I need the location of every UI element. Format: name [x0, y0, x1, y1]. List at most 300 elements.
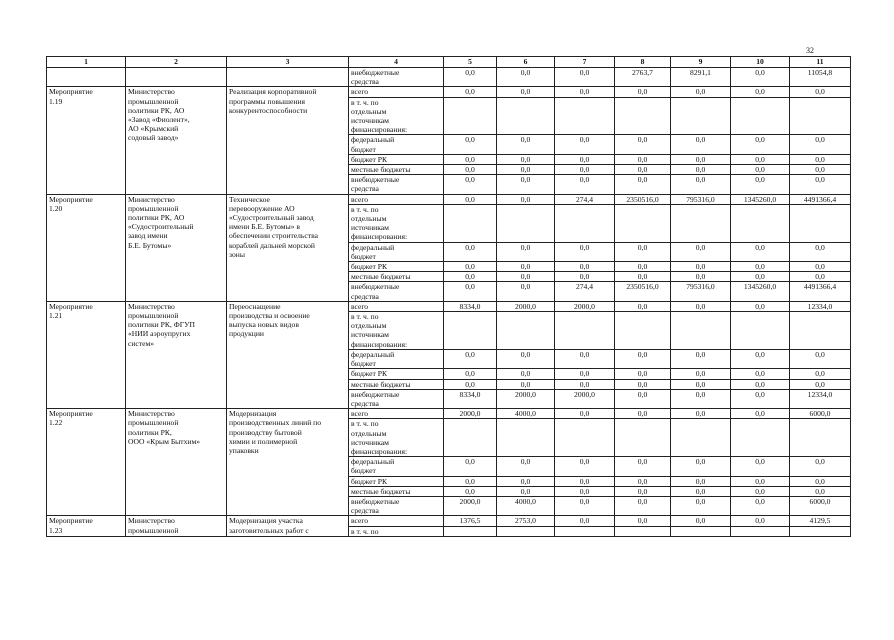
cell-col-11: 4491366,4: [790, 282, 851, 301]
cell-col-5: 0,0: [444, 476, 497, 486]
header-col-10: 10: [731, 57, 790, 68]
cell-col-11: 11054,8: [790, 68, 851, 87]
table-row: [47, 301, 851, 311]
cell-col-10: 0,0: [731, 87, 790, 97]
cell-col-11: [790, 312, 851, 350]
measure-id-cell-line: Мероприятие: [49, 301, 93, 311]
cell-col-9: [671, 204, 731, 242]
cell-col-5: 2000,0: [444, 409, 497, 419]
cell-col-8: 0,0: [615, 379, 671, 389]
cell-col-7: 0,0: [555, 154, 615, 164]
funding-type-cell-line: бюджет: [351, 466, 376, 476]
measure-description-cell-line: обеспечении строительства: [229, 231, 318, 241]
cell-col-11: 4129,5: [790, 516, 851, 526]
funding-type-cell: [349, 312, 444, 350]
funding-type-cell: [349, 476, 444, 486]
cell-col-9: 0,0: [671, 135, 731, 154]
funding-type-cell-line: местные бюджеты: [351, 486, 411, 496]
cell-col-9: 0,0: [671, 457, 731, 476]
cell-col-10: 0,0: [731, 175, 790, 194]
funding-type-cell: [349, 272, 444, 282]
responsible-org-cell-line: Министерство: [128, 516, 175, 526]
cell-col-8: 0,0: [615, 154, 671, 164]
cell-col-6: [497, 204, 555, 242]
cell-col-10: 0,0: [731, 379, 790, 389]
funding-type-cell-line: финансирования:: [351, 232, 408, 242]
cell-col-8: 0,0: [615, 486, 671, 496]
cell-col-8: 0,0: [615, 457, 671, 476]
cell-col-7: 0,0: [555, 242, 615, 261]
responsible-org-cell: [126, 87, 227, 194]
funding-type-cell-line: местные бюджеты: [351, 272, 411, 282]
funding-type-cell-line: в т. ч. по: [351, 312, 379, 322]
cell-col-5: 0,0: [444, 175, 497, 194]
funding-type-cell-line: в т. ч. по: [351, 97, 379, 107]
responsible-org-cell-line: промышленной: [128, 203, 179, 213]
cell-col-8: [615, 204, 671, 242]
cell-col-5: 0,0: [444, 457, 497, 476]
cell-col-10: [731, 526, 790, 536]
cell-col-7: [555, 419, 615, 457]
funding-type-cell-line: всего: [351, 301, 369, 311]
cell-col-6: 0,0: [497, 87, 555, 97]
cell-col-9: [671, 526, 731, 536]
funding-type-cell: [349, 409, 444, 419]
measure-description-cell-line: химии и полимерной: [229, 436, 298, 446]
measure-description-cell-line: перевооружение АО: [229, 203, 295, 213]
funding-type-cell-line: источникам: [351, 437, 389, 447]
cell-col-9: 0,0: [671, 369, 731, 379]
cell-col-5: [444, 204, 497, 242]
cell-col-6: 0,0: [497, 175, 555, 194]
cell-col-7: 2000,0: [555, 301, 615, 311]
header-col-6: 6: [497, 57, 555, 68]
responsible-org-cell-line: промышленной: [128, 418, 179, 428]
cell-col-11: 0,0: [790, 135, 851, 154]
funding-type-cell: [349, 516, 444, 526]
cell-col-8: [615, 526, 671, 536]
cell-col-8: 0,0: [615, 349, 671, 368]
cell-col-10: 0,0: [731, 301, 790, 311]
responsible-org-cell-line: политики РК, АО: [128, 105, 185, 115]
cell-col-5: [444, 97, 497, 135]
cell-col-10: 0,0: [731, 516, 790, 526]
cell-col-5: [444, 312, 497, 350]
cell-col-9: 795316,0: [671, 282, 731, 301]
measure-description-cell-line: упаковки: [229, 445, 259, 455]
cell-col-7: [555, 204, 615, 242]
funding-type-cell-line: в т. ч. по: [351, 526, 379, 536]
funding-type-cell-line: местные бюджеты: [351, 379, 411, 389]
measure-description-cell: [227, 409, 349, 516]
cell-col-6: 0,0: [497, 194, 555, 204]
funding-type-cell-line: бюджет: [351, 144, 376, 154]
funding-type-cell: [349, 262, 444, 272]
cell-col-11: 6000,0: [790, 496, 851, 515]
cell-col-7: 0,0: [555, 175, 615, 194]
funding-type-cell-line: средства: [351, 506, 379, 516]
cell-col-5: 1376,5: [444, 516, 497, 526]
cell-col-7: 0,0: [555, 262, 615, 272]
measure-id-cell: [47, 409, 126, 516]
funding-type-cell-line: в т. ч. по: [351, 204, 379, 214]
responsible-org-cell: [126, 194, 227, 301]
cell-col-10: 1345260,0: [731, 194, 790, 204]
cell-col-11: 0,0: [790, 379, 851, 389]
cell-col-10: 0,0: [731, 68, 790, 87]
cell-col-7: 0,0: [555, 457, 615, 476]
funding-type-cell-line: отдельным: [351, 321, 387, 331]
cell-col-11: [790, 204, 851, 242]
funding-type-cell-line: федеральный: [351, 457, 395, 467]
cell-col-9: 0,0: [671, 476, 731, 486]
cell-col-11: 4491366,4: [790, 194, 851, 204]
header-col-5: 5: [444, 57, 497, 68]
table-row: [47, 516, 851, 526]
cell-col-6: [497, 312, 555, 350]
cell-col-9: 795316,0: [671, 194, 731, 204]
cell-col-11: 0,0: [790, 262, 851, 272]
measure-description-cell-line: заготовительных работ с: [229, 525, 309, 535]
cell-col-6: 0,0: [497, 486, 555, 496]
funding-type-cell: [349, 496, 444, 515]
funding-type-cell: [349, 194, 444, 204]
funding-type-cell-line: бюджет: [351, 359, 376, 369]
cell-col-8: [615, 419, 671, 457]
funding-type-cell-line: финансирования:: [351, 339, 408, 349]
funding-type-cell-line: внебюджетные: [351, 496, 400, 506]
cell-col-7: 0,0: [555, 369, 615, 379]
cell-col-7: 0,0: [555, 135, 615, 154]
funding-type-cell: [349, 175, 444, 194]
measure-description-cell-line: Модернизация участка: [229, 516, 303, 526]
responsible-org-cell-line: Б.Е. Бутомы»: [128, 240, 172, 250]
cell-col-5: [444, 419, 497, 457]
funding-type-cell: [349, 301, 444, 311]
cell-col-8: 0,0: [615, 165, 671, 175]
cell-col-10: 0,0: [731, 165, 790, 175]
cell-col-6: [497, 419, 555, 457]
cell-col-6: 4000,0: [497, 409, 555, 419]
cell-col-10: 0,0: [731, 409, 790, 419]
funding-type-cell: [349, 154, 444, 164]
funding-type-cell: [349, 526, 444, 536]
cell-col-10: 0,0: [731, 242, 790, 261]
funding-type-cell: [349, 282, 444, 301]
header-col-8: 8: [615, 57, 671, 68]
cell-col-11: 0,0: [790, 175, 851, 194]
header-col-3: 3: [227, 57, 349, 68]
cell-col-11: 0,0: [790, 154, 851, 164]
header-col-1: 1: [47, 57, 126, 68]
empty-id-cell: [47, 68, 126, 87]
measure-description-cell-line: производственных линий по: [229, 418, 322, 428]
cell-col-5: 0,0: [444, 272, 497, 282]
cell-col-8: 0,0: [615, 262, 671, 272]
cell-col-10: 1345260,0: [731, 282, 790, 301]
header-col-4: 4: [349, 57, 444, 68]
cell-col-10: [731, 312, 790, 350]
cell-col-8: 0,0: [615, 496, 671, 515]
cell-col-6: 0,0: [497, 282, 555, 301]
responsible-org-cell-line: Министерство: [128, 194, 175, 204]
measure-description-cell-line: кораблей дальней морской: [229, 240, 315, 250]
cell-col-6: 0,0: [497, 262, 555, 272]
cell-col-10: 0,0: [731, 389, 790, 408]
cell-col-8: 0,0: [615, 242, 671, 261]
cell-col-9: 0,0: [671, 87, 731, 97]
funding-type-cell-line: всего: [351, 194, 369, 204]
cell-col-9: 0,0: [671, 175, 731, 194]
cell-col-8: 2350516,0: [615, 282, 671, 301]
measure-description-cell-line: имени Б.Е. Бутомы» в: [229, 222, 300, 232]
empty-desc-cell: [227, 68, 349, 87]
cell-col-9: 0,0: [671, 301, 731, 311]
measure-description-cell-line: продукции: [229, 329, 264, 339]
header-col-11: 11: [790, 57, 851, 68]
measure-id-cell-line: 1.19: [49, 96, 63, 106]
cell-col-9: 0,0: [671, 272, 731, 282]
funding-type-cell: [349, 419, 444, 457]
measure-description-cell: [227, 301, 349, 408]
funding-type-cell: [349, 68, 444, 87]
responsible-org-cell-line: политики РК,: [128, 427, 172, 437]
cell-col-7: 0,0: [555, 409, 615, 419]
cell-col-6: 0,0: [497, 154, 555, 164]
responsible-org-cell: [126, 516, 227, 536]
funding-type-cell-line: источникам: [351, 223, 389, 233]
cell-col-9: [671, 312, 731, 350]
measure-description-cell-line: Модернизация: [229, 409, 277, 419]
cell-col-7: 0,0: [555, 87, 615, 97]
financing-table: [46, 56, 851, 537]
measure-description-cell-line: производству бытовой: [229, 427, 302, 437]
measure-id-cell-line: 1.20: [49, 203, 63, 213]
cell-col-7: 0,0: [555, 496, 615, 515]
cell-col-9: 0,0: [671, 486, 731, 496]
cell-col-5: 0,0: [444, 194, 497, 204]
cell-col-10: 0,0: [731, 496, 790, 515]
cell-col-6: 0,0: [497, 135, 555, 154]
cell-col-5: 8334,0: [444, 301, 497, 311]
cell-col-11: 0,0: [790, 369, 851, 379]
empty-org-cell: [126, 68, 227, 87]
cell-col-8: 0,0: [615, 476, 671, 486]
cell-col-10: 0,0: [731, 457, 790, 476]
cell-col-5: 0,0: [444, 486, 497, 496]
cell-col-11: 0,0: [790, 272, 851, 282]
funding-type-cell: [349, 379, 444, 389]
cell-col-5: 0,0: [444, 379, 497, 389]
responsible-org-cell-line: Министерство: [128, 301, 175, 311]
funding-type-cell: [349, 389, 444, 408]
cell-col-6: 0,0: [497, 165, 555, 175]
measure-id-cell-line: Мероприятие: [49, 516, 93, 526]
funding-type-cell-line: федеральный: [351, 135, 395, 145]
cell-col-11: 0,0: [790, 476, 851, 486]
cell-col-8: 0,0: [615, 409, 671, 419]
responsible-org-cell-line: промышленной: [128, 311, 179, 321]
cell-col-9: 0,0: [671, 154, 731, 164]
measure-id-cell: [47, 301, 126, 408]
cell-col-5: 0,0: [444, 262, 497, 272]
cell-col-5: 8334,0: [444, 389, 497, 408]
header-col-2: 2: [126, 57, 227, 68]
measure-id-cell: [47, 194, 126, 301]
funding-type-cell: [349, 204, 444, 242]
responsible-org-cell-line: ООО «Крым Бытхим»: [128, 436, 201, 446]
funding-type-cell-line: бюджет: [351, 251, 376, 261]
cell-col-11: 12334,0: [790, 389, 851, 408]
cell-col-10: 0,0: [731, 349, 790, 368]
funding-type-cell-line: бюджет РК: [351, 369, 388, 379]
cell-col-8: 2350516,0: [615, 194, 671, 204]
cell-col-8: 0,0: [615, 369, 671, 379]
measure-description-cell: [227, 194, 349, 301]
measure-description-cell-line: зоны: [229, 249, 245, 259]
cell-col-9: 0,0: [671, 496, 731, 515]
funding-type-cell-line: внебюджетные: [351, 282, 400, 292]
funding-type-cell-line: отдельным: [351, 106, 387, 116]
funding-type-cell-line: всего: [351, 409, 369, 419]
cell-col-11: 12334,0: [790, 301, 851, 311]
cell-col-10: 0,0: [731, 272, 790, 282]
cell-col-11: 0,0: [790, 486, 851, 496]
cell-col-7: 0,0: [555, 516, 615, 526]
cell-col-5: 0,0: [444, 349, 497, 368]
funding-type-cell-line: средства: [351, 398, 379, 408]
cell-col-7: 2000,0: [555, 389, 615, 408]
cell-col-6: 0,0: [497, 349, 555, 368]
cell-col-11: [790, 97, 851, 135]
cell-col-6: 0,0: [497, 457, 555, 476]
responsible-org-cell-line: политики РК, АО: [128, 213, 185, 223]
cell-col-7: 0,0: [555, 272, 615, 282]
cell-col-5: [444, 526, 497, 536]
cell-col-8: 0,0: [615, 87, 671, 97]
cell-col-11: 0,0: [790, 457, 851, 476]
cell-col-5: 0,0: [444, 242, 497, 261]
cell-col-7: [555, 97, 615, 135]
cell-col-6: 0,0: [497, 476, 555, 486]
table-row: [47, 87, 851, 97]
funding-type-cell-line: федеральный: [351, 242, 395, 252]
cell-col-8: 0,0: [615, 175, 671, 194]
cell-col-10: [731, 204, 790, 242]
measure-description-cell-line: Реализация корпоративной: [229, 87, 317, 97]
cell-col-7: 0,0: [555, 68, 615, 87]
funding-type-cell-line: внебюджетные: [351, 175, 400, 185]
cell-col-7: 274,4: [555, 194, 615, 204]
cell-col-6: 0,0: [497, 68, 555, 87]
funding-type-cell-line: всего: [351, 516, 369, 526]
cell-col-11: [790, 526, 851, 536]
funding-type-cell-line: финансирования:: [351, 125, 408, 135]
cell-col-5: 0,0: [444, 154, 497, 164]
page-number: 32: [806, 46, 814, 55]
funding-type-cell: [349, 87, 444, 97]
cell-col-9: [671, 419, 731, 457]
responsible-org-cell-line: систем»: [128, 338, 155, 348]
cell-col-10: 0,0: [731, 476, 790, 486]
responsible-org-cell-line: «Завод «Фиолент»,: [128, 115, 190, 125]
cell-col-5: 0,0: [444, 369, 497, 379]
cell-col-5: 0,0: [444, 165, 497, 175]
table-row: [47, 194, 851, 204]
measure-description-cell-line: производства и освоение: [229, 311, 310, 321]
measure-description-cell-line: Переоснащение: [229, 301, 281, 311]
funding-type-cell-line: источникам: [351, 330, 389, 340]
funding-type-cell-line: средства: [351, 184, 379, 194]
funding-type-cell: [349, 486, 444, 496]
measure-id-cell: [47, 87, 126, 194]
header-col-7: 7: [555, 57, 615, 68]
cell-col-8: [615, 312, 671, 350]
cell-col-7: 0,0: [555, 349, 615, 368]
funding-type-cell-line: всего: [351, 87, 369, 97]
cell-col-11: 0,0: [790, 242, 851, 261]
cell-col-6: 2000,0: [497, 301, 555, 311]
cell-col-9: 0,0: [671, 165, 731, 175]
cell-col-9: 8291,1: [671, 68, 731, 87]
cell-col-6: 0,0: [497, 242, 555, 261]
cell-col-11: 6000,0: [790, 409, 851, 419]
cell-col-10: 0,0: [731, 486, 790, 496]
measure-id-cell-line: 1.22: [49, 418, 63, 428]
responsible-org-cell-line: АО «Крымский: [128, 124, 179, 134]
cell-col-10: [731, 419, 790, 457]
cell-col-9: 0,0: [671, 389, 731, 408]
funding-type-cell: [349, 349, 444, 368]
cell-col-7: 0,0: [555, 476, 615, 486]
cell-col-9: [671, 97, 731, 135]
responsible-org-cell: [126, 301, 227, 408]
funding-type-cell: [349, 97, 444, 135]
funding-type-cell-line: бюджет РК: [351, 262, 388, 272]
funding-type-cell: [349, 135, 444, 154]
cell-col-7: 274,4: [555, 282, 615, 301]
funding-type-cell-line: в т. ч. по: [351, 419, 379, 429]
measure-id-cell: [47, 516, 126, 536]
cell-col-9: 0,0: [671, 242, 731, 261]
responsible-org-cell: [126, 409, 227, 516]
continuation-row: [47, 68, 851, 87]
table-row: [47, 409, 851, 419]
cell-col-8: 0,0: [615, 301, 671, 311]
funding-type-cell-line: местные бюджеты: [351, 165, 411, 175]
measure-id-cell-line: 1.23: [49, 525, 63, 535]
measure-id-cell-line: Мероприятие: [49, 409, 93, 419]
measure-description-cell-line: программы повышения: [229, 96, 305, 106]
cell-col-11: 0,0: [790, 349, 851, 368]
cell-col-6: 0,0: [497, 369, 555, 379]
header-row: [47, 57, 851, 68]
measure-description-cell-line: конкурентоспособности: [229, 105, 308, 115]
cell-col-7: [555, 312, 615, 350]
cell-col-5: 0,0: [444, 282, 497, 301]
responsible-org-cell-line: Министерство: [128, 409, 175, 419]
measure-description-cell-line: Техническое: [229, 194, 270, 204]
funding-type-cell: [349, 165, 444, 175]
cell-col-11: 0,0: [790, 87, 851, 97]
cell-col-6: 2000,0: [497, 389, 555, 408]
cell-col-9: 0,0: [671, 262, 731, 272]
cell-col-8: 0,0: [615, 135, 671, 154]
responsible-org-cell-line: политики РК, ФГУП: [128, 320, 195, 330]
cell-col-10: 0,0: [731, 262, 790, 272]
funding-type-cell-line: средства: [351, 77, 379, 87]
cell-col-6: [497, 97, 555, 135]
